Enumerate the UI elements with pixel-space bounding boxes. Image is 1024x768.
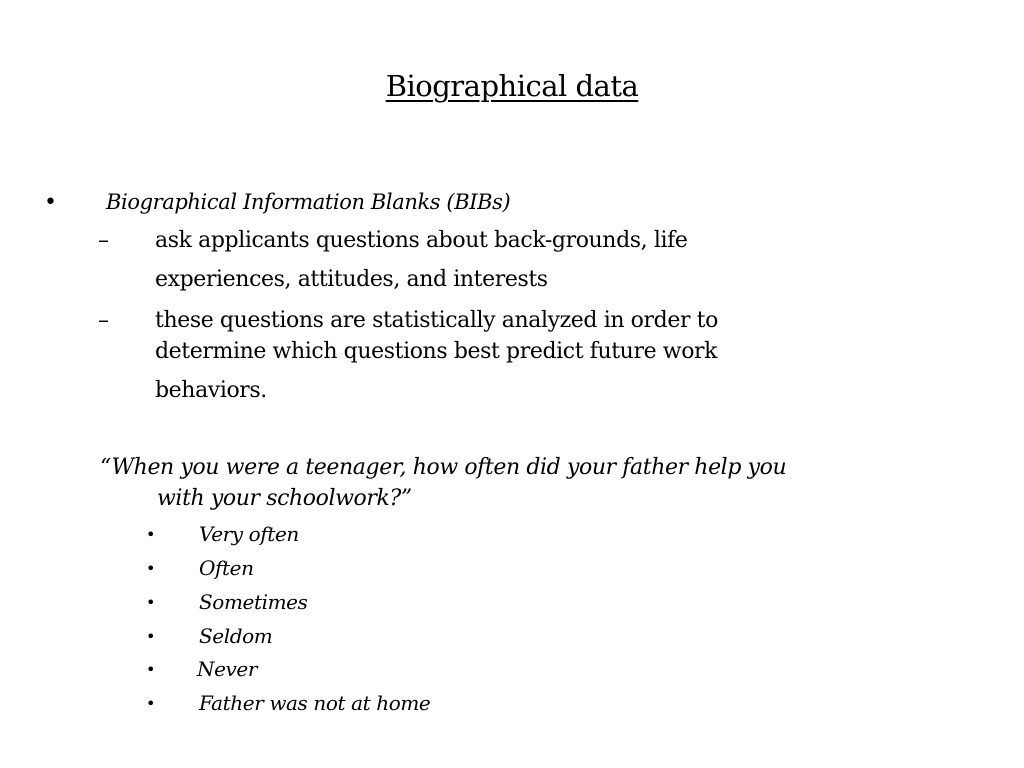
subpoint-line: ask applicants questions about back-grounds, life	[155, 228, 688, 253]
bullet-marker: •	[44, 190, 57, 215]
option-item: Seldom	[199, 624, 273, 648]
option-bullet: •	[146, 660, 156, 679]
option-item: Father was not at home	[199, 691, 431, 715]
example-question-line: with your schoolwork?”	[157, 486, 412, 511]
dash-marker: –	[98, 308, 109, 333]
option-item: Very often	[199, 522, 299, 546]
option-bullet: •	[146, 593, 156, 612]
subpoint-line: determine which questions best predict future work	[155, 339, 718, 364]
subpoint-line: these questions are statistically analyzed in order to	[155, 308, 718, 333]
option-bullet: •	[146, 627, 156, 646]
option-item: Sometimes	[199, 590, 308, 614]
subpoint-line: experiences, attitudes, and interests	[155, 267, 548, 292]
option-item: Never	[197, 657, 258, 681]
option-bullet: •	[146, 559, 156, 578]
option-item: Often	[199, 556, 254, 580]
option-bullet: •	[146, 525, 156, 544]
slide-title: Biographical data	[385, 69, 639, 103]
dash-marker: –	[98, 228, 109, 253]
subpoint-line: behaviors.	[155, 378, 267, 403]
option-bullet: •	[146, 694, 156, 713]
bullet-label: Biographical Information Blanks (BIBs)	[106, 190, 511, 214]
example-question-line: “When you were a teenager, how often did your father help you	[100, 455, 787, 480]
